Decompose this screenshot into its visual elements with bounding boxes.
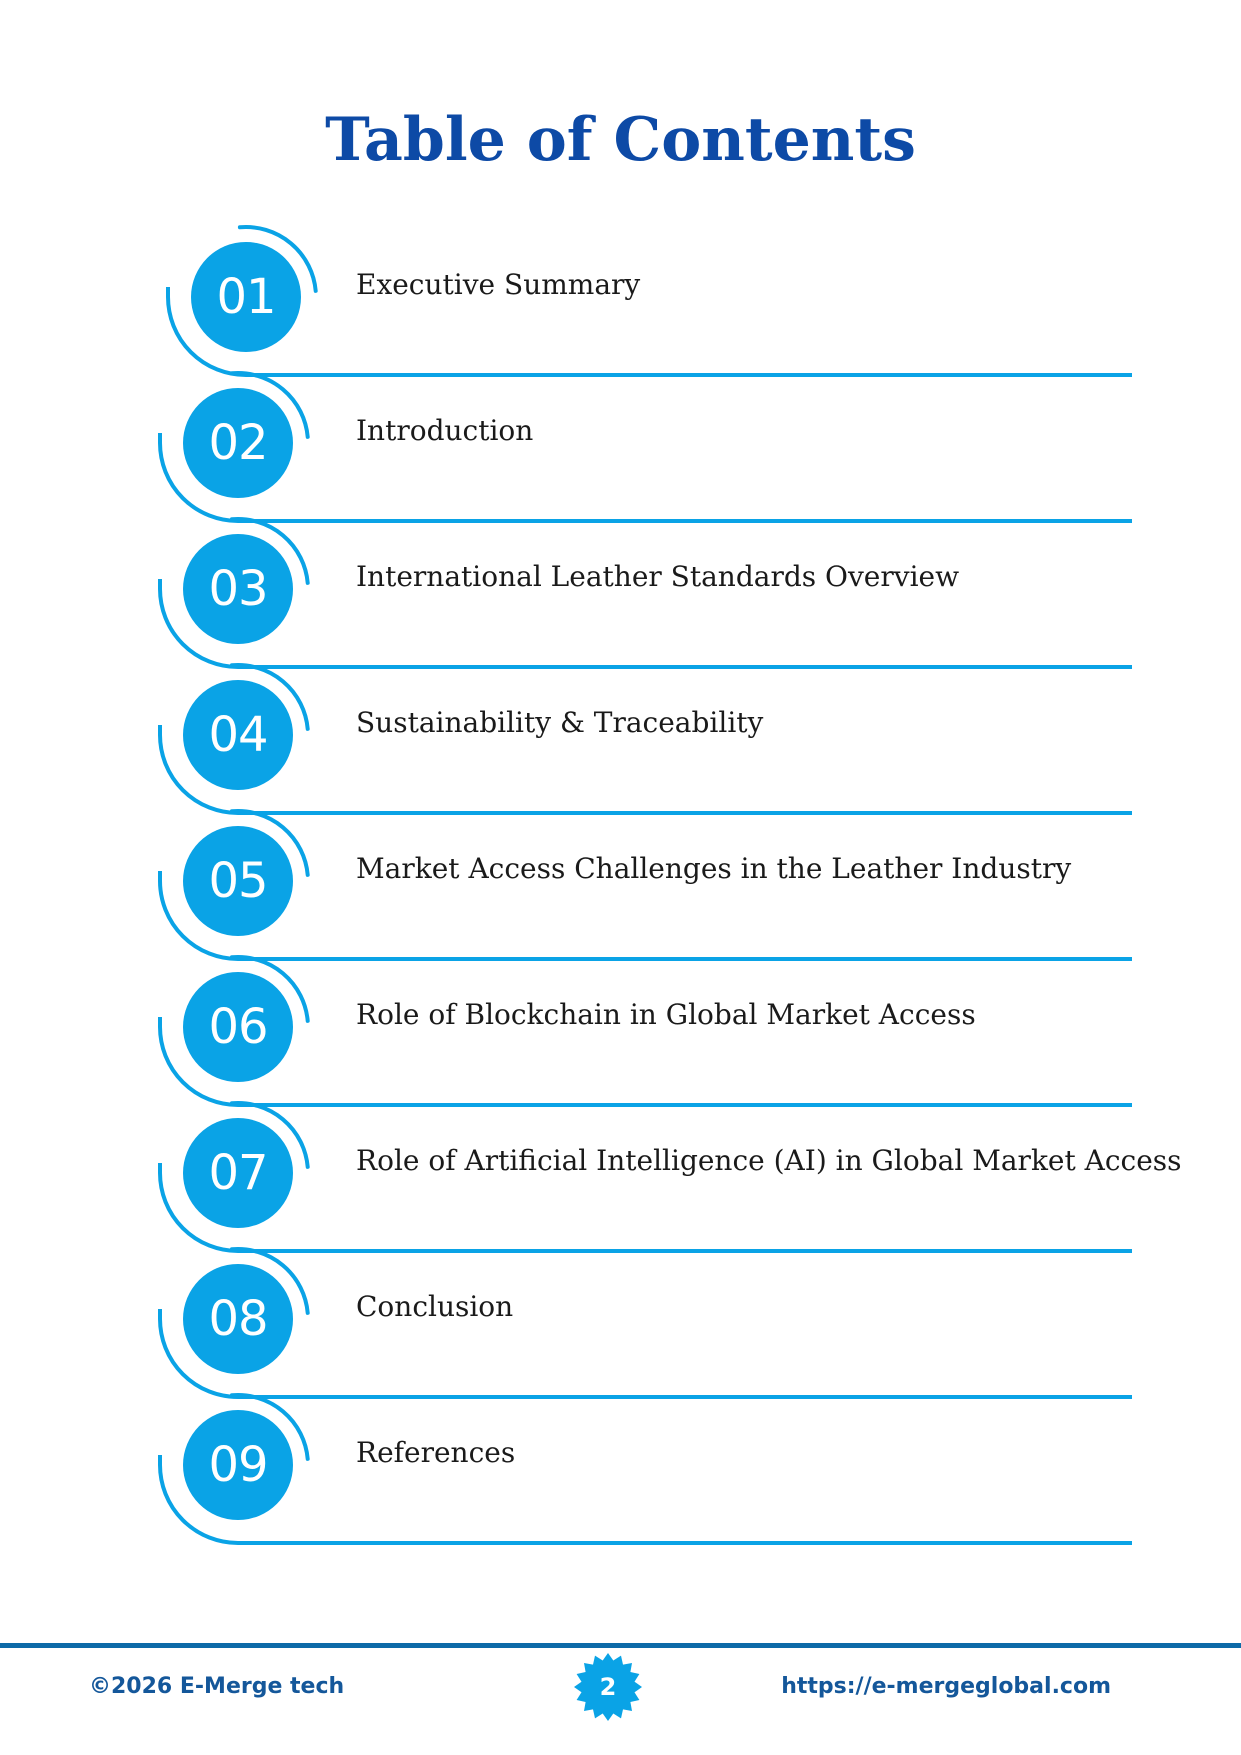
toc-label: Introduction	[356, 414, 534, 447]
toc-number: 05	[208, 853, 268, 909]
toc-item[interactable]	[0, 1098, 1241, 1248]
toc-number: 01	[216, 269, 276, 325]
toc-item[interactable]	[0, 1244, 1241, 1394]
toc-number-circle	[183, 388, 293, 498]
footer-url-link[interactable]: https://e-mergeglobal.com	[781, 1674, 1111, 1699]
toc-number-circle	[183, 1410, 293, 1520]
toc-item[interactable]	[0, 1390, 1241, 1540]
toc-label: Role of Artificial Intelligence (AI) in Global Market Access	[356, 1144, 1182, 1177]
page-number-badge	[573, 1652, 643, 1722]
toc-label: International Leather Standards Overview	[356, 560, 960, 593]
toc-number-circle	[183, 972, 293, 1082]
toc-item[interactable]	[0, 660, 1241, 810]
toc-number: 03	[208, 561, 268, 617]
toc-number: 04	[208, 707, 268, 763]
footer-copyright: ©2026 E-Merge tech	[89, 1674, 345, 1699]
toc-number-circle	[183, 1264, 293, 1374]
toc-item[interactable]	[0, 806, 1241, 956]
toc-item[interactable]	[0, 952, 1241, 1102]
toc-number-circle	[183, 826, 293, 936]
toc-label: Conclusion	[356, 1290, 514, 1323]
toc-label: References	[356, 1436, 516, 1469]
toc-label: Executive Summary	[356, 268, 641, 301]
toc-label: Market Access Challenges in the Leather Industry	[356, 852, 1072, 885]
toc-number-circle	[183, 1118, 293, 1228]
toc-number: 08	[208, 1291, 268, 1347]
toc-item[interactable]	[0, 368, 1241, 518]
footer-rule	[0, 1643, 1241, 1648]
toc-number-circle	[183, 680, 293, 790]
page-number: 2	[599, 1673, 617, 1701]
page-title: Table of Contents	[325, 105, 916, 175]
toc-number-circle	[183, 534, 293, 644]
toc-number: 07	[208, 1145, 268, 1201]
toc-number: 09	[208, 1437, 268, 1493]
toc-number-circle	[191, 242, 301, 352]
toc-number: 02	[208, 415, 268, 471]
toc-item[interactable]	[0, 222, 1241, 372]
toc-label: Sustainability & Traceability	[356, 706, 764, 739]
toc-label: Role of Blockchain in Global Market Access	[356, 998, 976, 1031]
toc-number: 06	[208, 999, 268, 1055]
toc-item[interactable]	[0, 514, 1241, 664]
